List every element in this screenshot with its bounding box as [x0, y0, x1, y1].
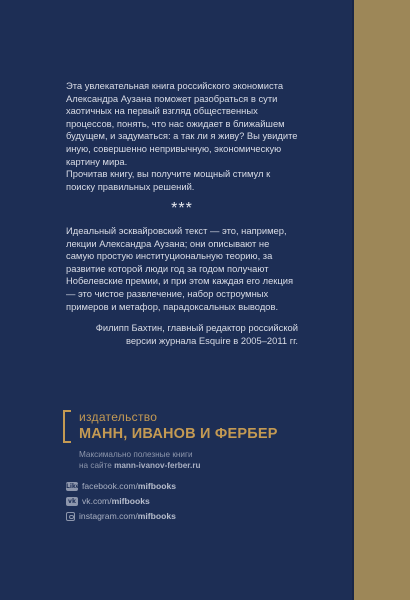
facebook-prefix: facebook.com/: [82, 481, 138, 491]
quote-signature: Филипп Бахтин, главный редактор российской версии журнала Esquire в 2005–2011 гг.: [95, 322, 298, 346]
facebook-handle: mifbooks: [137, 481, 177, 491]
publisher-logo-bracket: [63, 410, 71, 443]
book-spine: [354, 0, 410, 600]
instagram-icon: [66, 512, 75, 521]
tagline-text: Максимально полезные книги: [79, 450, 193, 459]
quote-text: Идеальный эсквайровский текст — это, например, лекции Александра Аузана; они описывают не самую простую институциональную теорию, за развитие которой люди год за годом получают Нобелевские премии, и при этом каждая его лекция — это чистое развлечение, набор остроумных примеров и метафор, парадоксальных выводов.: [66, 225, 294, 312]
vk-icon: vk: [66, 497, 78, 506]
social-link-instagram[interactable]: [66, 511, 176, 521]
site-prefix: на сайте: [79, 460, 115, 470]
publisher-tagline: [79, 450, 201, 471]
publisher-name: МАНН, ИВАНОВ И ФЕРБЕР: [79, 426, 278, 442]
instagram-handle: mifbooks: [137, 511, 176, 521]
publisher-site[interactable]: [79, 461, 201, 472]
site-url[interactable]: mann-ivanov-ferber.ru: [114, 460, 201, 470]
instagram-prefix: instagram.com/: [79, 511, 138, 521]
social-link-facebook[interactable]: [66, 481, 176, 491]
social-link-vk[interactable]: [66, 496, 150, 506]
section-separator: ***: [171, 200, 193, 217]
review-paragraph-2: Прочитав книгу, вы получите мощный стимул к поиску правильных решений.: [66, 168, 271, 192]
review-paragraph-1: Эта увлекательная книга российского экономиста Александра Аузана поможет разобраться в сути хаотичных на первый взгляд общественных процессов, понять, что нас ожидает в ближайшем будущем, и задуматься: а так ли я живу? Вы увидите иную, совершенно непривычную, экономическую картину мира.: [66, 80, 298, 167]
vk-handle: mifbooks: [111, 496, 150, 506]
facebook-like-icon: Like: [66, 482, 80, 490]
review-block: [66, 80, 298, 193]
vk-prefix: vk.com/: [82, 496, 112, 506]
publisher-label: издательство: [79, 410, 158, 424]
